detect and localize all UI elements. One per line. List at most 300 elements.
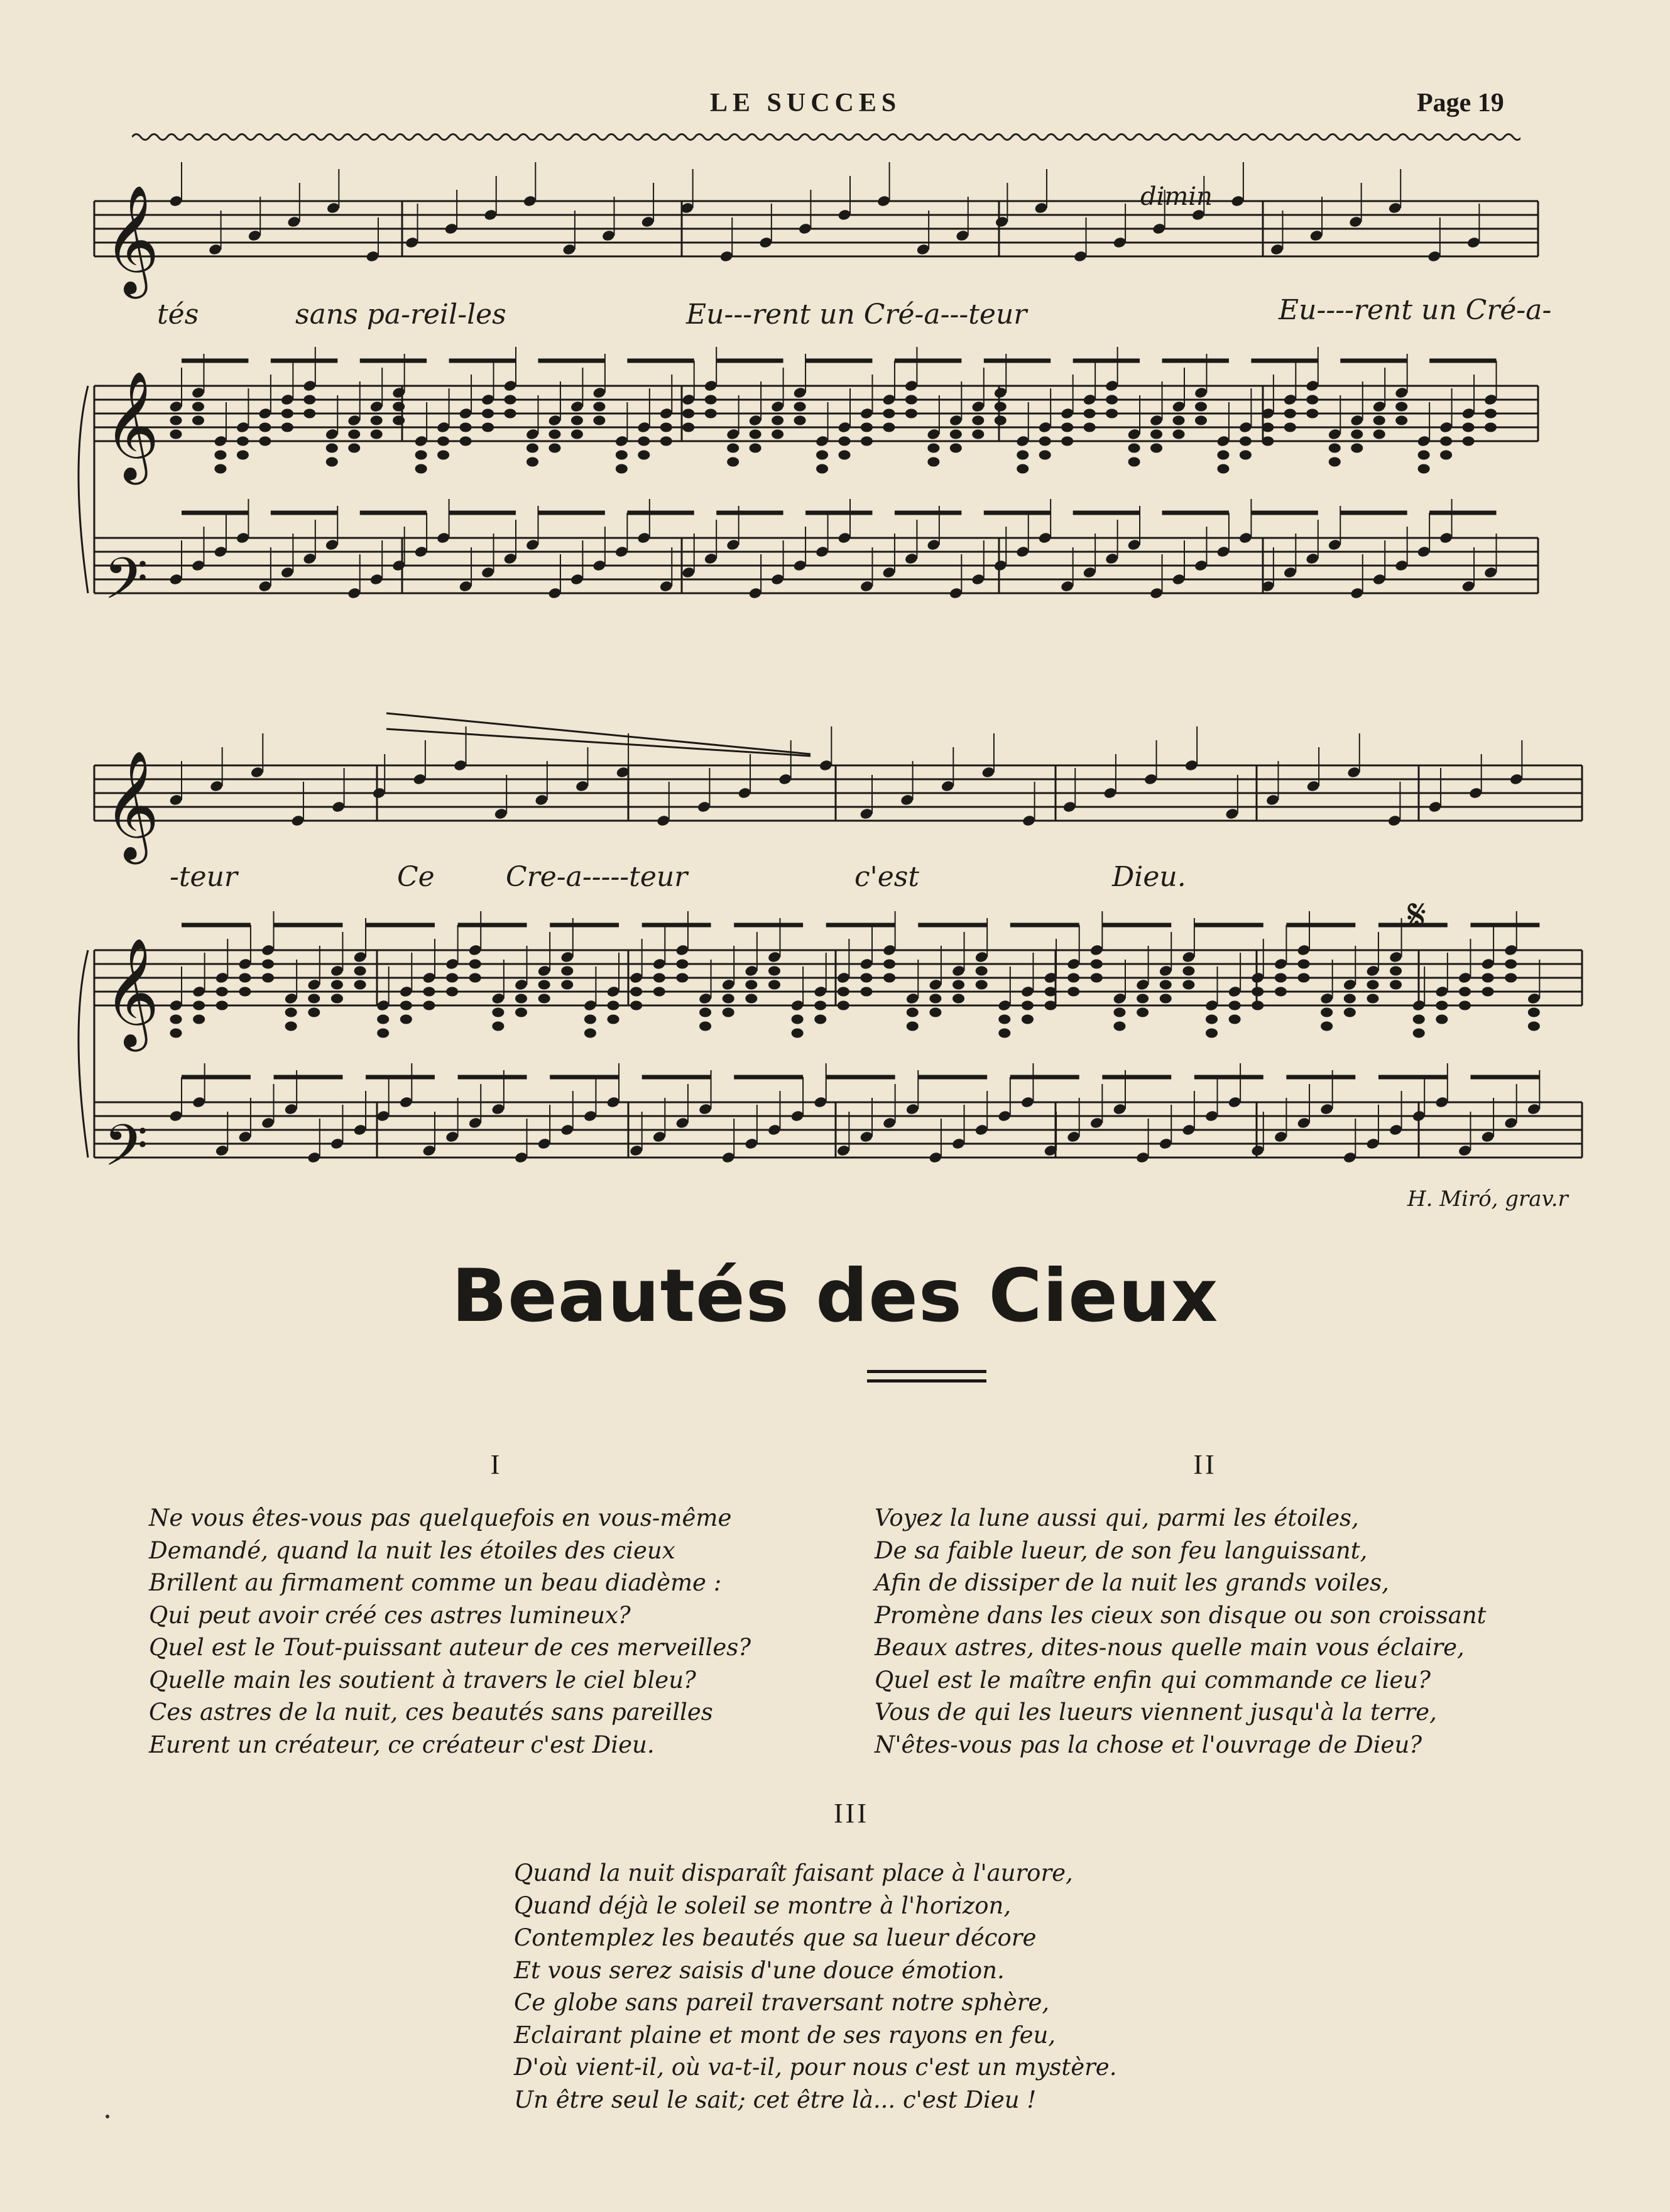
note-head [325, 428, 339, 440]
note-head [516, 1008, 527, 1017]
note-head [999, 1015, 1010, 1024]
note-head [699, 992, 712, 1004]
note-head [399, 1096, 413, 1108]
note-head [491, 992, 505, 1004]
note-head [1373, 416, 1385, 425]
note-head [745, 965, 758, 977]
note-head [928, 444, 939, 452]
note-head [570, 573, 584, 585]
piano-brace [79, 386, 88, 593]
note-head [683, 423, 694, 432]
note-head [929, 978, 942, 990]
note-head [660, 437, 672, 446]
note-head [215, 972, 229, 983]
dynamic-marking: dimin [1140, 182, 1213, 211]
note-head [1527, 992, 1541, 1004]
treble-clef-icon: 𝄞 [104, 185, 160, 294]
note-head [303, 380, 317, 391]
note-head [481, 393, 495, 405]
note-head [771, 400, 785, 412]
note-head [1228, 1096, 1242, 1108]
note-head [1275, 973, 1286, 982]
note-head [215, 451, 226, 459]
note-head [1458, 1144, 1472, 1156]
note-head [726, 539, 740, 550]
note-head [170, 1029, 182, 1038]
note-head [1182, 951, 1196, 963]
note-head [837, 972, 851, 983]
note-head [1083, 393, 1096, 405]
note-head [1351, 430, 1363, 439]
stanza-numeral: III [834, 1798, 869, 1829]
piano-brace [79, 950, 88, 1158]
note-head [1297, 944, 1311, 956]
note-head [1159, 1137, 1172, 1149]
note-head [748, 414, 762, 426]
note-head [1103, 787, 1117, 799]
note-head [682, 566, 696, 578]
note-head [1016, 435, 1030, 447]
engraver-credit: H. Miró, grav.r [1407, 1186, 1568, 1212]
note-head [1113, 1103, 1127, 1115]
note-head [1390, 980, 1402, 989]
note-head [1017, 451, 1029, 459]
note-head [1413, 1015, 1424, 1024]
note-head [877, 195, 891, 207]
note-head [882, 566, 896, 578]
note-head [995, 402, 1006, 411]
note-head [1062, 437, 1073, 446]
note-head [594, 402, 605, 411]
note-head [700, 1022, 711, 1031]
note-head [239, 973, 251, 982]
note-head [1183, 980, 1194, 989]
note-head [169, 195, 183, 207]
note-head [192, 386, 205, 398]
note-head [1113, 236, 1127, 248]
verse-line: Quand la nuit disparaît faisant place à l'aurore, [514, 1859, 1073, 1886]
note-head [971, 573, 985, 585]
note-head [728, 444, 739, 452]
note-head [838, 987, 849, 996]
note-head [905, 409, 917, 418]
note-head [258, 580, 272, 592]
note-head [660, 423, 672, 432]
note-head [192, 985, 206, 997]
note-head [1038, 421, 1052, 433]
note-head [1435, 1096, 1449, 1108]
note-head [1463, 437, 1474, 446]
note-head [1022, 1001, 1033, 1010]
note-head [927, 428, 941, 440]
note-head [261, 1117, 275, 1129]
note-head [393, 402, 405, 411]
note-head [584, 999, 598, 1011]
note-head [169, 794, 183, 806]
note-head [1481, 958, 1495, 970]
note-head [259, 437, 271, 446]
note-head [1275, 987, 1286, 996]
note-head [1298, 973, 1309, 982]
note-head [592, 559, 606, 571]
note-head [392, 386, 406, 398]
verse-line: Un être seul le sait; cet être là... c'est Dieu ! [514, 2086, 1037, 2113]
note-head [1160, 980, 1171, 989]
note-head [616, 451, 627, 459]
note-head [1266, 794, 1280, 806]
note-head [1461, 407, 1475, 419]
note-head [861, 973, 872, 982]
note-head [657, 814, 670, 826]
stanza [875, 1502, 1487, 1761]
segno-icon: 𝄋 [1407, 889, 1427, 941]
note-head [838, 209, 851, 221]
note-head [746, 994, 757, 1003]
note-head [1240, 451, 1251, 459]
note-head [1091, 960, 1102, 968]
lyric-syllable: Ce [397, 861, 435, 893]
note-head [860, 1131, 873, 1142]
note-head [1343, 1151, 1356, 1163]
note-head [976, 980, 987, 989]
note-head [571, 430, 582, 439]
note-head [347, 414, 361, 426]
note-head [1195, 402, 1206, 411]
note-head [459, 580, 472, 592]
note-head [1349, 216, 1363, 227]
note-head [437, 421, 450, 433]
note-head [1439, 421, 1453, 433]
note-head [527, 444, 538, 452]
note-head [378, 1029, 389, 1038]
note-head [907, 1022, 918, 1031]
note-head [460, 437, 471, 446]
note-head [790, 1110, 804, 1122]
note-head [1068, 973, 1079, 982]
note-head [1418, 464, 1429, 473]
note-head [721, 978, 735, 990]
verse-line: N'êtes-vous pas la chose et l'ouvrage de Dieu? [875, 1731, 1422, 1758]
treble-clef-icon: 𝄞 [104, 750, 160, 860]
note-head [1504, 944, 1518, 956]
note-head [1274, 958, 1288, 970]
note-head [700, 1008, 711, 1017]
note-head [1367, 994, 1378, 1003]
print-speck [106, 2115, 109, 2118]
note-head [1252, 987, 1263, 996]
note-head [1329, 457, 1340, 466]
note-head [815, 1001, 826, 1010]
note-head [1106, 409, 1118, 418]
note-head [538, 980, 550, 989]
note-head [768, 951, 782, 963]
note-head [1216, 545, 1230, 557]
note-head [194, 1001, 205, 1010]
note-head [1173, 416, 1184, 425]
note-head [952, 965, 966, 977]
note-head [1067, 1131, 1081, 1142]
note-head [1150, 587, 1164, 599]
note-head [369, 400, 383, 412]
note-head [1062, 423, 1073, 432]
note-head [1469, 787, 1483, 799]
note-head [1436, 1001, 1448, 1010]
note-head [1089, 1117, 1103, 1129]
note-head [1084, 423, 1095, 432]
verse-line: Beaux astres, dites-nous quelle main vous éclaire, [875, 1634, 1465, 1661]
note-head [438, 451, 449, 459]
note-head [949, 414, 963, 426]
note-head [1321, 1022, 1333, 1031]
note-head [973, 416, 984, 425]
note-head [1436, 1015, 1448, 1024]
note-head [860, 407, 874, 419]
note-head [376, 1110, 390, 1122]
title-rule [867, 1370, 986, 1373]
lyric-syllable: -teur [170, 861, 237, 893]
note-head [799, 222, 812, 234]
note-head [1160, 994, 1171, 1003]
note-head [372, 787, 386, 799]
note-head [1459, 1001, 1470, 1010]
verse-line: Eclairant plaine et mont de ses rayons en feu, [514, 2021, 1056, 2049]
note-head [515, 1151, 528, 1163]
note-head [1283, 566, 1297, 578]
note-head [284, 1103, 298, 1115]
note-head [1045, 1001, 1056, 1010]
note-head [974, 1124, 988, 1136]
note-head [330, 1137, 344, 1149]
note-head [445, 958, 459, 970]
verse-line: Ce globe sans pareil traversant notre sphère, [514, 1989, 1050, 2016]
note-head [1183, 966, 1194, 975]
note-head [481, 566, 495, 578]
note-head [768, 966, 780, 975]
note-head [778, 773, 792, 785]
note-head [953, 994, 964, 1003]
note-head [516, 994, 527, 1003]
note-head [483, 423, 494, 432]
note-head [768, 980, 780, 989]
note-head [1105, 380, 1119, 391]
note-head [1484, 566, 1498, 578]
note-head [837, 1144, 851, 1156]
note-head [445, 1131, 459, 1142]
note-head [750, 430, 761, 439]
note-head [400, 1001, 412, 1010]
note-head [1372, 400, 1386, 412]
note-head [792, 1015, 803, 1024]
note-head [1427, 250, 1441, 262]
note-head [576, 780, 589, 792]
note-head [1396, 416, 1407, 425]
note-head [560, 1124, 574, 1136]
note-head [169, 573, 183, 585]
note-head [883, 1117, 897, 1129]
note-head [354, 966, 366, 975]
note-head [768, 1124, 782, 1136]
note-head [1038, 532, 1052, 544]
note-head [993, 559, 1007, 571]
note-head [1418, 451, 1429, 459]
stanza [149, 1502, 751, 1761]
note-head [549, 444, 560, 452]
treble-clef-icon: 𝄞 [104, 371, 160, 480]
note-head [422, 972, 436, 983]
note-head [444, 222, 458, 234]
note-head [1173, 430, 1184, 439]
note-head [750, 444, 761, 452]
note-head [332, 801, 346, 813]
verse-line: Quel est le maître enfin qui commande ce lieu? [875, 1666, 1431, 1694]
note-head [794, 402, 805, 411]
note-head [1320, 1103, 1334, 1115]
note-head [393, 416, 405, 425]
note-head [838, 532, 851, 544]
note-head [697, 801, 711, 813]
note-head [378, 1015, 389, 1024]
note-head [1252, 1001, 1263, 1010]
note-head [307, 978, 321, 990]
note-head [1309, 229, 1323, 241]
note-head [304, 395, 315, 404]
note-head [169, 1110, 183, 1122]
note-head [1172, 573, 1186, 585]
verse-line: Quand déjà le soleil se montre à l'horizon, [514, 1892, 1012, 1919]
note-head [1152, 222, 1166, 234]
note-head [1251, 972, 1265, 983]
verse-line: Vous de qui les lueurs viennent jusqu'à la terre, [875, 1699, 1437, 1726]
note-head [237, 451, 248, 459]
note-head [1239, 532, 1253, 544]
note-head [1344, 994, 1355, 1003]
note-head [1435, 985, 1449, 997]
page-number: Page 19 [1417, 89, 1504, 118]
note-head [237, 437, 248, 446]
note-head [816, 435, 829, 447]
note-head [1262, 423, 1274, 432]
note-head [861, 987, 872, 996]
note-head [1389, 1124, 1403, 1136]
lyric-syllable: tés [157, 298, 199, 331]
note-head [883, 423, 895, 432]
note-head [215, 464, 226, 473]
note-head [423, 987, 435, 996]
note-head [974, 951, 988, 963]
note-head [331, 980, 342, 989]
note-head [745, 1137, 758, 1149]
note-head [1127, 539, 1141, 550]
verse-line: De sa faible lueur, de son feu languissant, [875, 1536, 1368, 1564]
note-head [194, 1015, 205, 1024]
note-head [772, 416, 783, 425]
note-head [236, 421, 250, 433]
note-head [1284, 409, 1296, 418]
note-head [1136, 978, 1150, 990]
note-head [192, 416, 204, 425]
note-head [1528, 1022, 1539, 1031]
note-head [602, 229, 616, 241]
note-head [838, 421, 851, 433]
note-head [641, 216, 655, 227]
note-head [1206, 1015, 1218, 1024]
note-head [447, 987, 458, 996]
note-head [606, 1096, 620, 1108]
note-head [608, 1001, 619, 1010]
note-head [905, 992, 919, 1004]
note-head [1150, 414, 1164, 426]
note-head [1367, 980, 1378, 989]
note-head [1068, 987, 1079, 996]
note-head [905, 395, 917, 404]
note-head [291, 814, 305, 826]
note-head [1484, 393, 1498, 405]
note-head [1021, 985, 1035, 997]
note-head [995, 416, 1006, 425]
note-head [1463, 423, 1474, 432]
note-head [548, 414, 562, 426]
note-head [682, 393, 696, 405]
note-head [1228, 985, 1242, 997]
note-head [1128, 457, 1140, 466]
note-head [1395, 386, 1409, 398]
note-head [916, 243, 930, 255]
note-head [815, 1015, 826, 1024]
note-head [1218, 464, 1229, 473]
note-head [494, 808, 508, 819]
note-head [1283, 393, 1297, 405]
note-head [726, 428, 740, 440]
verse-line: Quel est le Tout-puissant auteur de ces merveilles? [149, 1634, 751, 1661]
note-head [973, 430, 984, 439]
note-head [771, 573, 785, 585]
verse-line: Demandé, quand la nuit les étoiles des cieux [149, 1536, 675, 1564]
note-head [1205, 999, 1219, 1011]
note-head [549, 430, 560, 439]
note-head [905, 1103, 919, 1115]
note-head [1328, 428, 1341, 440]
note-head [1297, 1117, 1311, 1129]
note-head [723, 1008, 734, 1017]
note-head [748, 587, 762, 599]
note-head [1388, 202, 1402, 214]
note-head [353, 951, 367, 963]
note-head [952, 1137, 966, 1149]
note-head [330, 965, 344, 977]
note-head [308, 994, 320, 1003]
note-head [652, 958, 666, 970]
note-head [705, 395, 716, 404]
note-head [1106, 395, 1118, 404]
note-head [526, 539, 540, 550]
verse-line: Contemplez les beautés que sa lueur décore [514, 1924, 1037, 1951]
note-head [637, 532, 651, 544]
note-head [1137, 994, 1149, 1003]
note-head [839, 437, 850, 446]
note-head [537, 1137, 551, 1149]
note-head [1083, 566, 1096, 578]
note-head [1136, 1151, 1150, 1163]
note-head [1350, 414, 1364, 426]
note-head [861, 437, 872, 446]
note-head [976, 966, 987, 975]
note-head [929, 1151, 942, 1163]
note-head [469, 960, 481, 968]
note-head [515, 978, 528, 990]
note-head [816, 545, 829, 557]
note-head [817, 464, 828, 473]
note-head [1461, 580, 1475, 592]
